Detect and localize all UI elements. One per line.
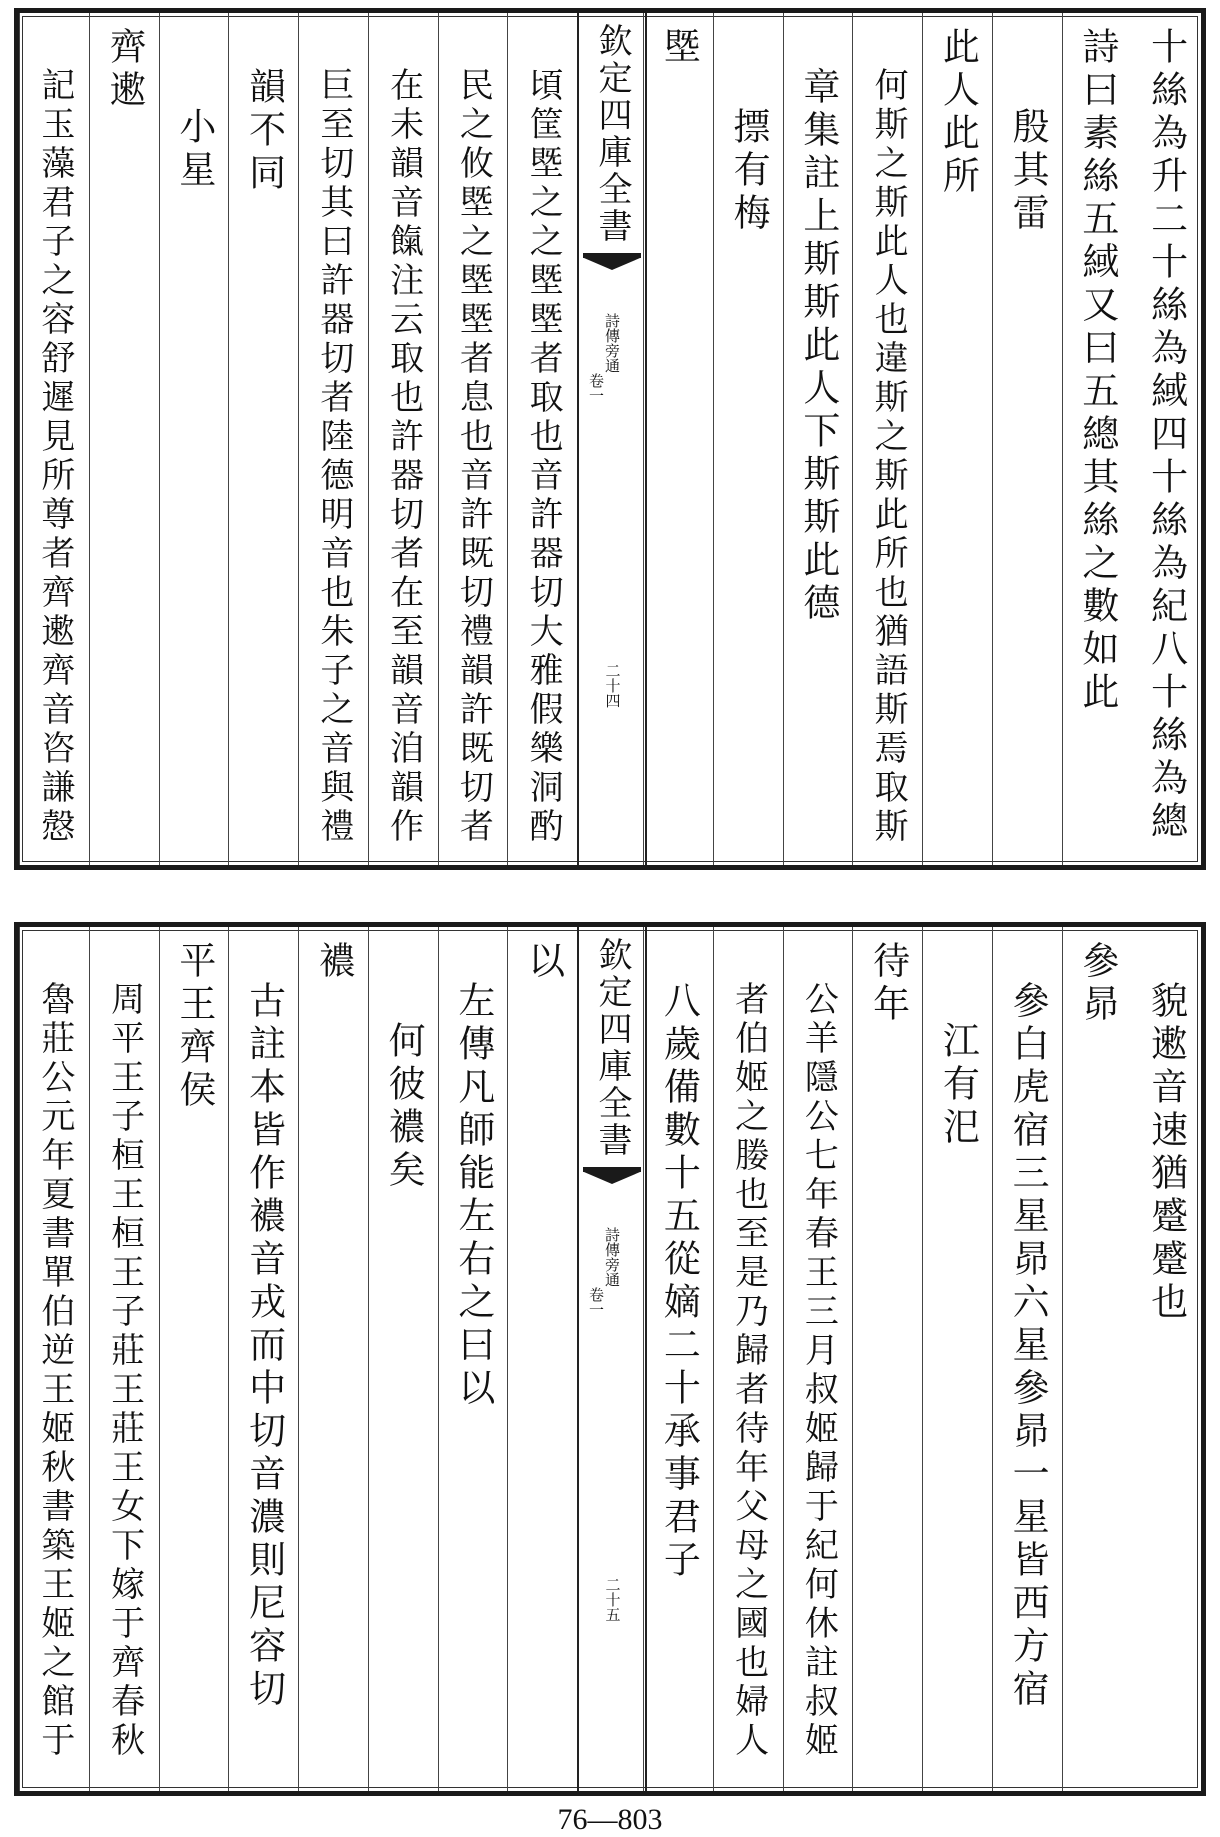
text-column bbox=[922, 13, 993, 865]
text-column bbox=[298, 927, 369, 1791]
text-column bbox=[783, 927, 854, 1791]
book-title: 詩傳旁通 bbox=[603, 1227, 621, 1287]
text-column bbox=[783, 13, 854, 865]
text-column bbox=[1062, 13, 1133, 865]
centre-margin bbox=[577, 13, 647, 865]
column-text: 參昴 bbox=[1075, 941, 1119, 1027]
text-column bbox=[159, 927, 230, 1791]
column-text: 十絲為升二十絲為緎四十絲為紀八十絲為總 bbox=[1144, 27, 1188, 844]
column-text: 章集註上斯斯此人下斯斯此德 bbox=[796, 67, 840, 626]
column-text: 魯莊公元年夏書單伯逆王姬秋書築王姬之館于 bbox=[34, 981, 75, 1761]
page-number: 二十四 bbox=[603, 663, 622, 708]
text-column bbox=[368, 927, 439, 1791]
column-text: 巨至切其曰許器切者陸德明音也朱子之音與禮 bbox=[313, 67, 354, 847]
book-title: 詩傳旁通 bbox=[603, 313, 621, 373]
column-text: 齊遬 bbox=[103, 27, 147, 113]
column-text: 摽有梅 bbox=[727, 107, 771, 236]
text-column bbox=[89, 13, 160, 865]
column-text: 殷其雷 bbox=[1006, 107, 1050, 236]
column-text: 待年 bbox=[866, 941, 910, 1027]
column-text: 記玉藻君子之容舒遲見所尊者齊遬齊音咨謙慤 bbox=[34, 67, 75, 847]
text-column bbox=[507, 13, 578, 865]
text-column bbox=[1131, 13, 1201, 865]
text-column bbox=[1062, 927, 1133, 1791]
column-text: 詩曰素絲五緎又曰五總其絲之數如此 bbox=[1075, 27, 1119, 715]
column-text: 頃筐塈之之塈塈者取也音許器切大雅假樂洞酌 bbox=[523, 67, 564, 847]
bottom-page bbox=[14, 922, 1206, 1796]
column-text: 民之攸塈之塈塈者息也音許既切禮韻許既切者 bbox=[453, 67, 494, 847]
column-text: 公羊隱公七年春王三月叔姬歸于紀何休註叔姬 bbox=[798, 981, 839, 1761]
text-column bbox=[852, 13, 923, 865]
column-text: 小星 bbox=[172, 107, 216, 193]
column-text: 古註本皆作襛音戎而中切音濃則尼容切 bbox=[242, 981, 286, 1712]
text-column bbox=[992, 13, 1063, 865]
text-column bbox=[713, 927, 784, 1791]
text-column bbox=[643, 927, 714, 1791]
column-text: 何彼襛矣 bbox=[382, 1021, 426, 1193]
column-text: 韻不同 bbox=[242, 67, 286, 196]
column-text: 以 bbox=[521, 941, 565, 984]
column-text: 此人此所 bbox=[936, 27, 980, 199]
text-column bbox=[643, 13, 714, 865]
fishtail-ornament-icon bbox=[583, 1167, 641, 1188]
text-column bbox=[507, 927, 578, 1791]
column-text: 左傳凡師能左右之曰以 bbox=[451, 981, 495, 1411]
text-column bbox=[298, 13, 369, 865]
text-column bbox=[19, 927, 90, 1791]
volume-label: 卷一 bbox=[587, 373, 605, 403]
text-column bbox=[992, 927, 1063, 1791]
text-column bbox=[368, 13, 439, 865]
column-text: 平王齊侯 bbox=[172, 941, 216, 1113]
text-column bbox=[852, 927, 923, 1791]
column-text: 何斯之斯此人也違斯之斯此所也猶語斯焉取斯 bbox=[868, 67, 909, 847]
volume-label: 卷一 bbox=[587, 1287, 605, 1317]
column-text: 八歲備數十五從嫡二十承事君子 bbox=[657, 981, 701, 1583]
text-column bbox=[438, 927, 509, 1791]
column-text: 在未韻音餼注云取也許器切者在至韻音洎韻作 bbox=[383, 67, 424, 847]
text-column bbox=[1131, 927, 1201, 1791]
centre-margin bbox=[577, 927, 647, 1791]
column-text: 者伯姬之媵也至是乃歸者待年父母之國也婦人 bbox=[728, 981, 769, 1761]
page-number: 二十五 bbox=[603, 1577, 622, 1622]
page-reference: 76—803 bbox=[557, 1803, 663, 1836]
column-text: 參白虎宿三星昴六星參昴一星皆西方宿 bbox=[1006, 981, 1050, 1712]
text-column bbox=[438, 13, 509, 865]
text-column bbox=[19, 13, 90, 865]
header-title: 欽定四庫全書 bbox=[592, 937, 632, 1159]
column-text: 江有汜 bbox=[936, 1021, 980, 1150]
text-column bbox=[89, 927, 160, 1791]
column-text: 塈 bbox=[657, 27, 701, 70]
text-column bbox=[922, 927, 993, 1791]
header-title: 欽定四庫全書 bbox=[592, 23, 632, 245]
text-column bbox=[228, 927, 299, 1791]
fishtail-ornament-icon bbox=[583, 253, 641, 274]
text-column bbox=[713, 13, 784, 865]
column-text: 周平王子桓王桓王子莊王莊王女下嫁于齊春秋 bbox=[104, 981, 145, 1761]
column-text: 貌遬音速猶蹙蹙也 bbox=[1144, 981, 1188, 1325]
text-column bbox=[159, 13, 230, 865]
text-column bbox=[228, 13, 299, 865]
column-text: 襛 bbox=[312, 941, 356, 984]
top-page bbox=[14, 8, 1206, 870]
